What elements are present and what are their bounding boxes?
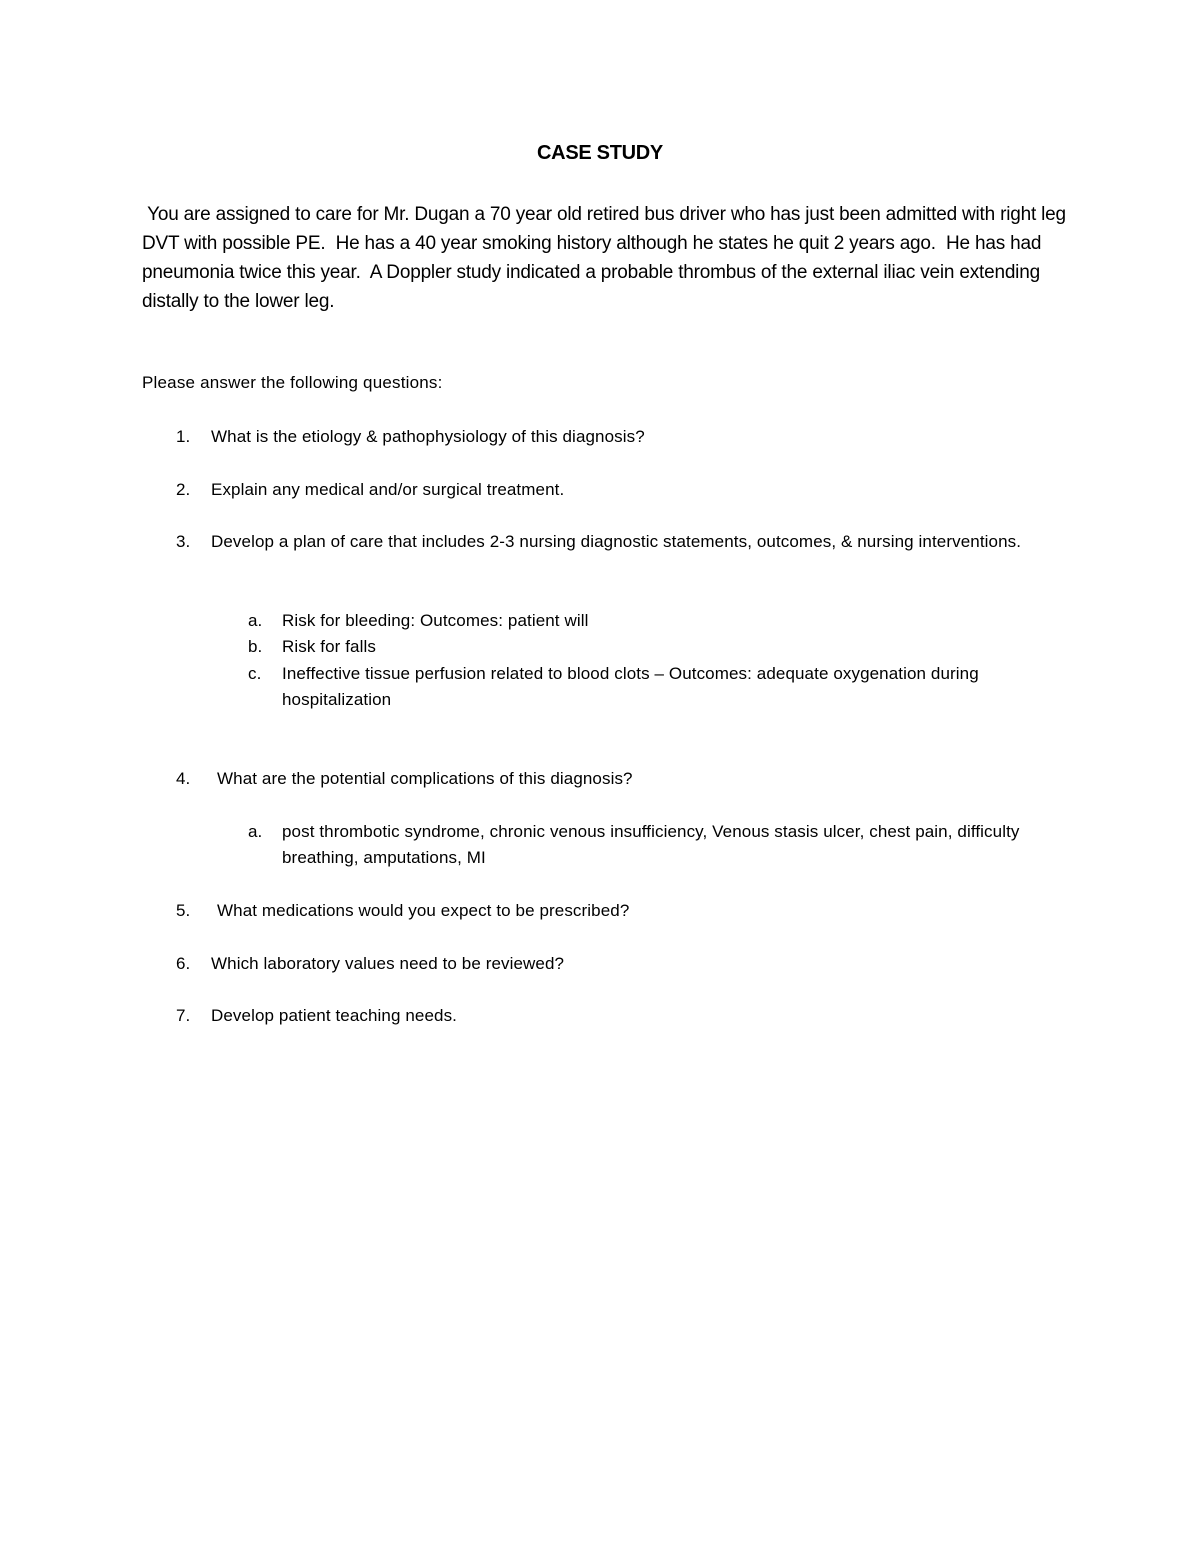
question-text: Explain any medical and/or surgical treatment. — [211, 480, 565, 499]
answer-letter: b. — [248, 637, 263, 656]
question-number: 5. — [176, 901, 191, 920]
answer-text: post thrombotic syndrome, chronic venous insufficiency, Venous stasis ulcer, chest pain, difficulty breathing, amputations, MI — [282, 822, 1020, 867]
question-text: Develop a plan of care that includes 2-3 nursing diagnostic statements, outcomes, & nursing interventions. — [211, 532, 1022, 551]
document-title: CASE STUDY — [537, 142, 663, 164]
case-intro-paragraph: You are assigned to care for Mr. Dugan a 70 year old retired bus driver who has just been admitted with right leg DVT with possible PE. He has a 40 year smoking history although he states he quit 2 years ago. He has had pneumonia twice this year. A Doppler study indicated a probable thrombus of the external iliac vein extending distally to the lower leg. — [142, 204, 1071, 312]
question-number: 3. — [176, 532, 191, 551]
answer-letter: a. — [248, 611, 263, 630]
question-text: Develop patient teaching needs. — [211, 1006, 457, 1025]
answer-letter: a. — [248, 822, 263, 841]
question-text: Which laboratory values need to be reviewed? — [211, 954, 565, 973]
question-number: 6. — [176, 954, 191, 973]
question-text: What is the etiology & pathophysiology of this diagnosis? — [211, 427, 645, 446]
answer-letter: c. — [248, 664, 262, 683]
question-number: 1. — [176, 427, 191, 446]
question-number: 7. — [176, 1006, 191, 1025]
questions-prompt: Please answer the following questions: — [142, 373, 443, 392]
question-number: 4. — [176, 769, 191, 788]
answer-text: Ineffective tissue perfusion related to blood clots – Outcomes: adequate oxygenation during hospitalization — [282, 664, 979, 709]
question-number: 2. — [176, 480, 191, 499]
question-text: What are the potential complications of this diagnosis? — [217, 769, 633, 788]
answer-text: Risk for falls — [282, 637, 376, 656]
answer-text: Risk for bleeding: Outcomes: patient will — [282, 611, 589, 630]
question-text: What medications would you expect to be prescribed? — [217, 901, 630, 920]
